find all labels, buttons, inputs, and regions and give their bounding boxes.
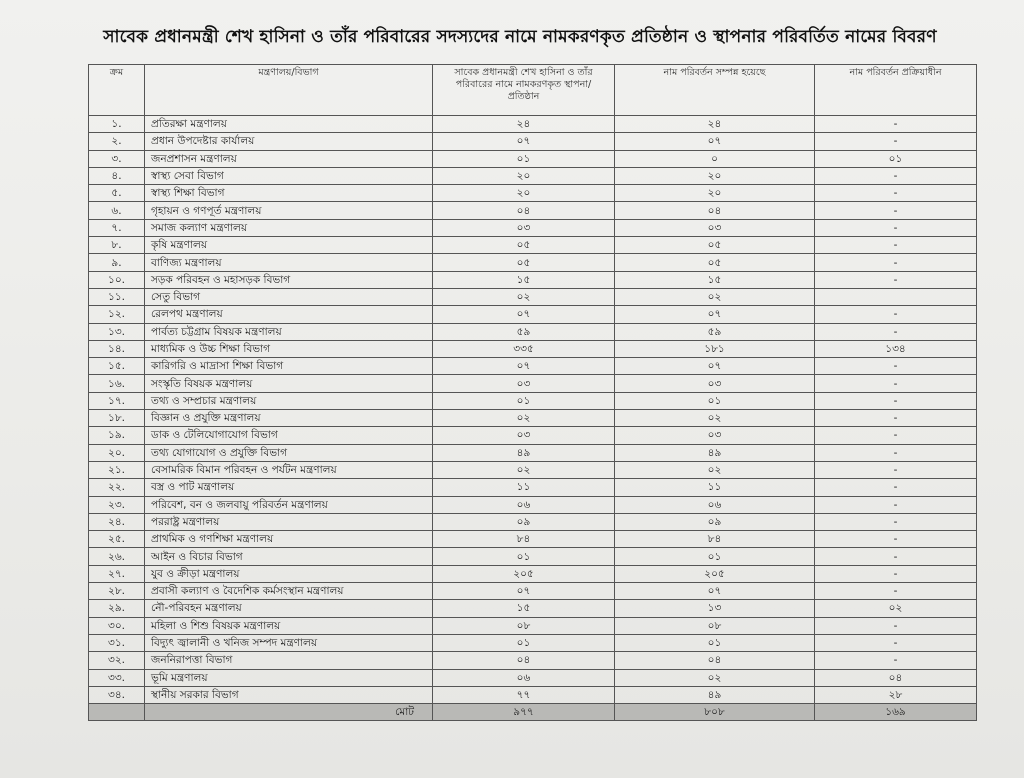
pending-count-cell: ১৩৪ bbox=[815, 340, 977, 357]
pending-count-cell: - bbox=[815, 323, 977, 340]
pending-count-cell: - bbox=[815, 358, 977, 375]
pending-count-cell: - bbox=[815, 531, 977, 548]
pending-count-cell: - bbox=[815, 237, 977, 254]
changed-count-cell: ০৭ bbox=[615, 306, 815, 323]
changed-count-cell: ০২ bbox=[615, 461, 815, 478]
ministry-name-cell: বেসামরিক বিমান পরিবহন ও পর্যটন মন্ত্রণালয় bbox=[145, 461, 433, 478]
table-row bbox=[89, 219, 977, 236]
total-empty-cell bbox=[89, 704, 145, 721]
table-row bbox=[89, 271, 977, 288]
serial-cell: ২৪. bbox=[89, 513, 145, 530]
table-row bbox=[89, 496, 977, 513]
changed-count-cell: ০১ bbox=[615, 634, 815, 651]
ministry-name-cell: প্রাথমিক ও গণশিক্ষা মন্ত্রণালয় bbox=[145, 531, 433, 548]
named-count-cell: ০৬ bbox=[433, 496, 615, 513]
serial-cell: ৩১. bbox=[89, 634, 145, 651]
changed-count-cell: ০৯ bbox=[615, 513, 815, 530]
named-count-cell: ০৭ bbox=[433, 306, 615, 323]
table-row bbox=[89, 167, 977, 184]
table-row bbox=[89, 237, 977, 254]
changed-count-cell: ১১ bbox=[615, 479, 815, 496]
changed-count-cell: ০৭ bbox=[615, 133, 815, 150]
named-count-cell: ১৫ bbox=[433, 600, 615, 617]
total-label: মোট bbox=[145, 704, 433, 721]
changed-count-cell: ০২ bbox=[615, 288, 815, 305]
changed-count-cell: ১৩ bbox=[615, 600, 815, 617]
ministry-name-cell: ডাক ও টেলিযোগাযোগ বিভাগ bbox=[145, 427, 433, 444]
serial-cell: ৭. bbox=[89, 219, 145, 236]
pending-count-cell bbox=[815, 288, 977, 305]
table-row bbox=[89, 358, 977, 375]
ministry-name-cell: পরিবেশ, বন ও জলবায়ু পরিবর্তন মন্ত্রণালয় bbox=[145, 496, 433, 513]
table-row bbox=[89, 652, 977, 669]
serial-cell: ৮. bbox=[89, 237, 145, 254]
ministry-name-cell: স্বাস্থ্য সেবা বিভাগ bbox=[145, 167, 433, 184]
table-row bbox=[89, 461, 977, 478]
table-row bbox=[89, 634, 977, 651]
serial-cell: ৩. bbox=[89, 150, 145, 167]
changed-count-cell: ০৬ bbox=[615, 496, 815, 513]
ministry-name-cell: বিদ্যুৎ জ্বালানী ও খনিজ সম্পদ মন্ত্রণালয় bbox=[145, 634, 433, 651]
pending-count-cell: - bbox=[815, 444, 977, 461]
named-count-cell: ০২ bbox=[433, 410, 615, 427]
named-count-cell: ১৫ bbox=[433, 271, 615, 288]
table-row bbox=[89, 444, 977, 461]
named-count-cell: ০৩ bbox=[433, 427, 615, 444]
named-count-cell: ০৮ bbox=[433, 617, 615, 634]
serial-cell: ১৩. bbox=[89, 323, 145, 340]
pending-count-cell: - bbox=[815, 167, 977, 184]
changed-count-cell: ০১ bbox=[615, 548, 815, 565]
pending-count-cell: - bbox=[815, 513, 977, 530]
named-count-cell: ০৫ bbox=[433, 237, 615, 254]
named-count-cell: ০৭ bbox=[433, 133, 615, 150]
ministry-name-cell: স্থানীয় সরকার বিভাগ bbox=[145, 686, 433, 703]
changed-count-cell: ০৩ bbox=[615, 219, 815, 236]
ministry-name-cell: ভূমি মন্ত্রণালয় bbox=[145, 669, 433, 686]
ministry-name-cell: তথ্য ও সম্প্রচার মন্ত্রণালয় bbox=[145, 392, 433, 409]
pending-count-cell: - bbox=[815, 271, 977, 288]
pending-count-cell: ০২ bbox=[815, 600, 977, 617]
table-row bbox=[89, 600, 977, 617]
table-row bbox=[89, 323, 977, 340]
pending-count-cell: - bbox=[815, 254, 977, 271]
serial-cell: ২৭. bbox=[89, 565, 145, 582]
ministry-name-cell: কৃষি মন্ত্রণালয় bbox=[145, 237, 433, 254]
pending-count-cell: - bbox=[815, 461, 977, 478]
named-count-cell: ২০ bbox=[433, 167, 615, 184]
ministry-name-cell: রেলপথ মন্ত্রণালয় bbox=[145, 306, 433, 323]
changed-count-cell: ০৪ bbox=[615, 202, 815, 219]
named-count-cell: ১১ bbox=[433, 479, 615, 496]
serial-cell: ৫. bbox=[89, 185, 145, 202]
serial-cell: ৬. bbox=[89, 202, 145, 219]
pending-count-cell: - bbox=[815, 410, 977, 427]
table-row bbox=[89, 583, 977, 600]
named-count-cell: ০৬ bbox=[433, 669, 615, 686]
changed-count-cell: ০৫ bbox=[615, 237, 815, 254]
header-named-count: সাবেক প্রধানমন্ত্রী শেখ হাসিনা ও তাঁর পরিবারের নামে নামকরণকৃত স্থাপনা/ প্রতিষ্ঠান bbox=[433, 65, 615, 116]
serial-cell: ১৯. bbox=[89, 427, 145, 444]
pending-count-cell: - bbox=[815, 617, 977, 634]
named-count-cell: ৭৭ bbox=[433, 686, 615, 703]
table-row bbox=[89, 185, 977, 202]
serial-cell: ২৩. bbox=[89, 496, 145, 513]
changed-count-cell: ১৮১ bbox=[615, 340, 815, 357]
ministry-name-cell: বস্ত্র ও পাট মন্ত্রণালয় bbox=[145, 479, 433, 496]
ministry-name-cell: সমাজ কল্যাণ মন্ত্রণালয় bbox=[145, 219, 433, 236]
table-row bbox=[89, 410, 977, 427]
table-row bbox=[89, 427, 977, 444]
table-row bbox=[89, 375, 977, 392]
total-named: ৯৭৭ bbox=[433, 704, 615, 721]
changed-count-cell: ০৭ bbox=[615, 358, 815, 375]
changed-count-cell: ৮৪ bbox=[615, 531, 815, 548]
serial-cell: ৯. bbox=[89, 254, 145, 271]
named-count-cell: ২৪ bbox=[433, 116, 615, 133]
changed-count-cell: ০৩ bbox=[615, 427, 815, 444]
header-serial: ক্রম bbox=[89, 65, 145, 116]
ministry-renaming-table bbox=[88, 64, 977, 721]
ministry-name-cell: সংস্কৃতি বিষয়ক মন্ত্রণালয় bbox=[145, 375, 433, 392]
pending-count-cell: - bbox=[815, 565, 977, 582]
pending-count-cell: - bbox=[815, 392, 977, 409]
ministry-name-cell: আইন ও বিচার বিভাগ bbox=[145, 548, 433, 565]
pending-count-cell: - bbox=[815, 583, 977, 600]
table-row bbox=[89, 479, 977, 496]
named-count-cell: ২০৫ bbox=[433, 565, 615, 582]
ministry-name-cell: পার্বত্য চট্টগ্রাম বিষয়ক মন্ত্রণালয় bbox=[145, 323, 433, 340]
header-ministry: মন্ত্রণালয়/বিভাগ bbox=[145, 65, 433, 116]
serial-cell: ২৫. bbox=[89, 531, 145, 548]
pending-count-cell: - bbox=[815, 634, 977, 651]
named-count-cell: ০১ bbox=[433, 150, 615, 167]
pending-count-cell: - bbox=[815, 479, 977, 496]
pending-count-cell: - bbox=[815, 375, 977, 392]
pending-count-cell: - bbox=[815, 202, 977, 219]
ministry-name-cell: মহিলা ও শিশু বিষয়ক মন্ত্রণালয় bbox=[145, 617, 433, 634]
serial-cell: ২১. bbox=[89, 461, 145, 478]
ministry-name-cell: সেতু বিভাগ bbox=[145, 288, 433, 305]
pending-count-cell: - bbox=[815, 116, 977, 133]
serial-cell: ১৪. bbox=[89, 340, 145, 357]
table-row bbox=[89, 116, 977, 133]
changed-count-cell: ৪৯ bbox=[615, 686, 815, 703]
named-count-cell: ০৭ bbox=[433, 358, 615, 375]
table-row bbox=[89, 150, 977, 167]
ministry-name-cell: সড়ক পরিবহন ও মহাসড়ক বিভাগ bbox=[145, 271, 433, 288]
table-row bbox=[89, 202, 977, 219]
changed-count-cell: ২০৫ bbox=[615, 565, 815, 582]
ministry-name-cell: প্রবাসী কল্যাণ ও বৈদেশিক কর্মসংস্থান মন্ত্রণালয় bbox=[145, 583, 433, 600]
table-row bbox=[89, 548, 977, 565]
table-row bbox=[89, 288, 977, 305]
changed-count-cell: ৫৯ bbox=[615, 323, 815, 340]
named-count-cell: ০১ bbox=[433, 392, 615, 409]
changed-count-cell: ৪৯ bbox=[615, 444, 815, 461]
total-row bbox=[89, 704, 977, 721]
table-header-row bbox=[89, 65, 977, 116]
changed-count-cell: ০৮ bbox=[615, 617, 815, 634]
named-count-cell: ৮৪ bbox=[433, 531, 615, 548]
serial-cell: ৩২. bbox=[89, 652, 145, 669]
changed-count-cell: ০৭ bbox=[615, 583, 815, 600]
table-row bbox=[89, 617, 977, 634]
named-count-cell: ৪৯ bbox=[433, 444, 615, 461]
serial-cell: ১১. bbox=[89, 288, 145, 305]
pending-count-cell: - bbox=[815, 427, 977, 444]
ministry-name-cell: পররাষ্ট্র মন্ত্রণালয় bbox=[145, 513, 433, 530]
changed-count-cell: ২০ bbox=[615, 167, 815, 184]
serial-cell: ১০. bbox=[89, 271, 145, 288]
named-count-cell: ৫৯ bbox=[433, 323, 615, 340]
named-count-cell: ০৫ bbox=[433, 254, 615, 271]
changed-count-cell: ২৪ bbox=[615, 116, 815, 133]
changed-count-cell: ০৪ bbox=[615, 652, 815, 669]
serial-cell: ১৬. bbox=[89, 375, 145, 392]
changed-count-cell: ০২ bbox=[615, 669, 815, 686]
changed-count-cell: ১৫ bbox=[615, 271, 815, 288]
ministry-name-cell: বাণিজ্য মন্ত্রণালয় bbox=[145, 254, 433, 271]
ministry-name-cell: নৌ-পরিবহন মন্ত্রণালয় bbox=[145, 600, 433, 617]
pending-count-cell: ০১ bbox=[815, 150, 977, 167]
table-row bbox=[89, 254, 977, 271]
table-row bbox=[89, 531, 977, 548]
serial-cell: ১. bbox=[89, 116, 145, 133]
ministry-name-cell: প্রধান উপদেষ্টার কার্যালয় bbox=[145, 133, 433, 150]
ministry-name-cell: বিজ্ঞান ও প্রযুক্তি মন্ত্রণালয় bbox=[145, 410, 433, 427]
ministry-name-cell: মাধ্যমিক ও উচ্চ শিক্ষা বিভাগ bbox=[145, 340, 433, 357]
named-count-cell: ০৪ bbox=[433, 652, 615, 669]
ministry-name-cell: যুব ও ক্রীড়া মন্ত্রণালয় bbox=[145, 565, 433, 582]
named-count-cell: ০১ bbox=[433, 548, 615, 565]
ministry-name-cell: স্বাস্থ্য শিক্ষা বিভাগ bbox=[145, 185, 433, 202]
ministry-name-cell: জনপ্রশাসন মন্ত্রণালয় bbox=[145, 150, 433, 167]
serial-cell: ২০. bbox=[89, 444, 145, 461]
named-count-cell: ০২ bbox=[433, 288, 615, 305]
ministry-name-cell: তথ্য যোগাযোগ ও প্রযুক্তি বিভাগ bbox=[145, 444, 433, 461]
table-row bbox=[89, 513, 977, 530]
changed-count-cell: ০৩ bbox=[615, 375, 815, 392]
ministry-name-cell: গৃহায়ন ও গণপূর্ত মন্ত্রণালয় bbox=[145, 202, 433, 219]
total-changed: ৮০৮ bbox=[615, 704, 815, 721]
total-pending: ১৬৯ bbox=[815, 704, 977, 721]
header-changed-count: নাম পরিবর্তন সম্পন্ন হয়েছে bbox=[615, 65, 815, 116]
pending-count-cell: - bbox=[815, 496, 977, 513]
document-title: সাবেক প্রধানমন্ত্রী শেখ হাসিনা ও তাঁর পরিবারের সদস্যদের নামে নামকরণকৃত প্রতিষ্ঠান ও স্থাপনার পরিবর্তিত নামের বিবরণ bbox=[103, 27, 937, 47]
serial-cell: ৩০. bbox=[89, 617, 145, 634]
serial-cell: ২৯. bbox=[89, 600, 145, 617]
pending-count-cell: ২৮ bbox=[815, 686, 977, 703]
changed-count-cell: ০৫ bbox=[615, 254, 815, 271]
named-count-cell: ০৪ bbox=[433, 202, 615, 219]
serial-cell: ৩৪. bbox=[89, 686, 145, 703]
serial-cell: ৪. bbox=[89, 167, 145, 184]
serial-cell: ১৭. bbox=[89, 392, 145, 409]
serial-cell: ২৬. bbox=[89, 548, 145, 565]
serial-cell: ২৮. bbox=[89, 583, 145, 600]
serial-cell: ৩৩. bbox=[89, 669, 145, 686]
named-count-cell: ০৩ bbox=[433, 219, 615, 236]
table-row bbox=[89, 340, 977, 357]
changed-count-cell: ০২ bbox=[615, 410, 815, 427]
pending-count-cell: - bbox=[815, 306, 977, 323]
named-count-cell: ০২ bbox=[433, 461, 615, 478]
table-row bbox=[89, 565, 977, 582]
pending-count-cell: - bbox=[815, 133, 977, 150]
table-row bbox=[89, 306, 977, 323]
named-count-cell: ২০ bbox=[433, 185, 615, 202]
table-row bbox=[89, 669, 977, 686]
pending-count-cell: ০৪ bbox=[815, 669, 977, 686]
ministry-name-cell: কারিগরি ও মাদ্রাসা শিক্ষা বিভাগ bbox=[145, 358, 433, 375]
serial-cell: ১৮. bbox=[89, 410, 145, 427]
header-pending-count: নাম পরিবর্তন প্রক্রিয়াধীন bbox=[815, 65, 977, 116]
table-row bbox=[89, 686, 977, 703]
changed-count-cell: ২০ bbox=[615, 185, 815, 202]
serial-cell: ১৫. bbox=[89, 358, 145, 375]
ministry-name-cell: জননিরাপত্তা বিভাগ bbox=[145, 652, 433, 669]
serial-cell: ২. bbox=[89, 133, 145, 150]
table-row bbox=[89, 392, 977, 409]
changed-count-cell: ০ bbox=[615, 150, 815, 167]
named-count-cell: ০৯ bbox=[433, 513, 615, 530]
pending-count-cell: - bbox=[815, 219, 977, 236]
pending-count-cell: - bbox=[815, 652, 977, 669]
pending-count-cell: - bbox=[815, 185, 977, 202]
named-count-cell: ০৭ bbox=[433, 583, 615, 600]
named-count-cell: ০১ bbox=[433, 634, 615, 651]
serial-cell: ২২. bbox=[89, 479, 145, 496]
named-count-cell: ৩৩৫ bbox=[433, 340, 615, 357]
changed-count-cell: ০১ bbox=[615, 392, 815, 409]
table-body bbox=[89, 116, 977, 704]
table-row bbox=[89, 133, 977, 150]
named-count-cell: ০৩ bbox=[433, 375, 615, 392]
serial-cell: ১২. bbox=[89, 306, 145, 323]
pending-count-cell: - bbox=[815, 548, 977, 565]
ministry-name-cell: প্রতিরক্ষা মন্ত্রণালয় bbox=[145, 116, 433, 133]
